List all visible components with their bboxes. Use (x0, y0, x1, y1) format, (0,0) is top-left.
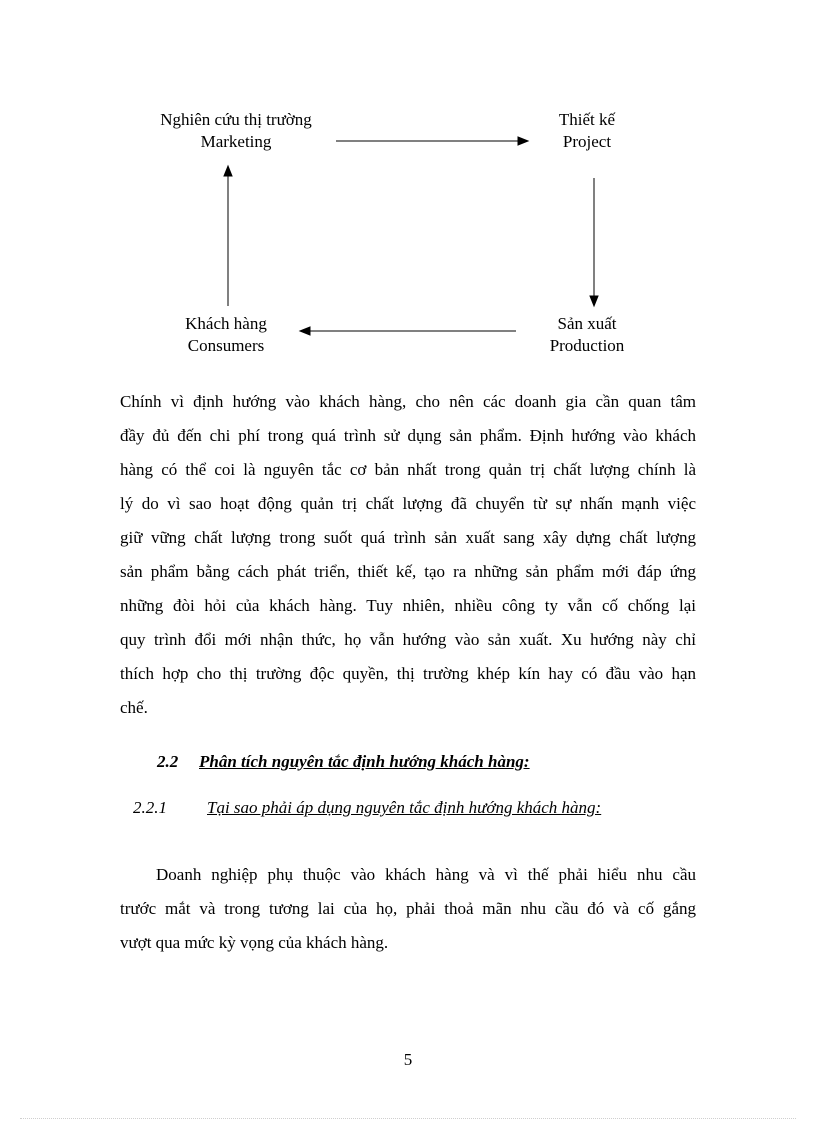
arrowhead-design-to-production (590, 296, 598, 306)
paragraph-line: đầy đủ đến chi phí trong quá trình sử dụng sản phẩm. Định hướng vào khách (120, 426, 696, 445)
node-customers-label-en: Consumers (187, 336, 265, 355)
page-bottom-border (20, 1118, 796, 1119)
section-heading-2-2-1 (133, 798, 601, 818)
node-production-label-vi: Sản xuất (557, 314, 617, 333)
paragraph-line: quy trình đổi mới nhận thức, họ vẫn hướng vào sản xuất. Xu hướng này chỉ (120, 630, 696, 649)
paragraph-line: sản phẩm bằng cách phát triển, thiết kế, tạo ra những sản phẩm mới đáp ứng (120, 562, 696, 581)
paragraph-line: lý do vì sao hoạt động quản trị chất lượng đã chuyển từ sự nhấn mạnh việc (120, 494, 696, 513)
paragraph-line: Chính vì định hướng vào khách hàng, cho nên các doanh gia cần quan tâm (120, 392, 696, 411)
node-customers-label-vi: Khách hàng (185, 314, 267, 333)
paragraph-line: vượt qua mức kỳ vọng của khách hàng. (120, 933, 389, 952)
node-design-label-vi: Thiết kế (558, 110, 616, 129)
node-production-label-en: Production (549, 336, 625, 355)
subsection-title: Tại sao phải áp dụng nguyên tắc định hướng khách hàng: (207, 798, 602, 817)
paragraph-line: thích hợp cho thị trường độc quyền, thị trường khép kín hay có đầu vào hạn (120, 664, 696, 683)
paragraph-line: giữ vững chất lượng trong suốt quá trình sản xuất sang xây dựng chất lượng (120, 528, 696, 547)
subsection-number: 2.2.1 (133, 798, 167, 817)
node-design-label-en: Project (562, 132, 612, 151)
section-title: Phân tích nguyên tắc định hướng khách hàng: (199, 752, 530, 771)
node-market-research-label-en: Marketing (200, 132, 272, 151)
paragraph-line: Doanh nghiệp phụ thuộc vào khách hàng và vì thế phải hiểu nhu cầu (156, 865, 696, 884)
page-number: 5 (403, 1050, 413, 1069)
arrowhead-production-to-customers (300, 327, 310, 335)
section-number: 2.2 (157, 752, 179, 771)
arrowhead-research-to-design (518, 137, 528, 145)
paragraph-business-dependence (120, 858, 696, 960)
section-heading-2-2 (157, 752, 530, 772)
node-market-research-label-vi: Nghiên cứu thị trường (160, 110, 312, 129)
arrowhead-customers-to-research (224, 166, 232, 176)
paragraph-line: trước mắt và trong tương lai của họ, phải thoả mãn nhu cầu đó và cố gắng (120, 899, 696, 918)
paragraph-line: chế. (120, 698, 148, 717)
paragraph-line: hàng có thể coi là nguyên tắc cơ bản nhất trong quản trị chất lượng chính là (120, 460, 696, 479)
diagram-arrows (0, 0, 816, 400)
paragraph-line: những đòi hỏi của khách hàng. Tuy nhiên, nhiều công ty vẫn cố chống lại (120, 596, 696, 615)
paragraph-customer-orientation (120, 385, 696, 725)
